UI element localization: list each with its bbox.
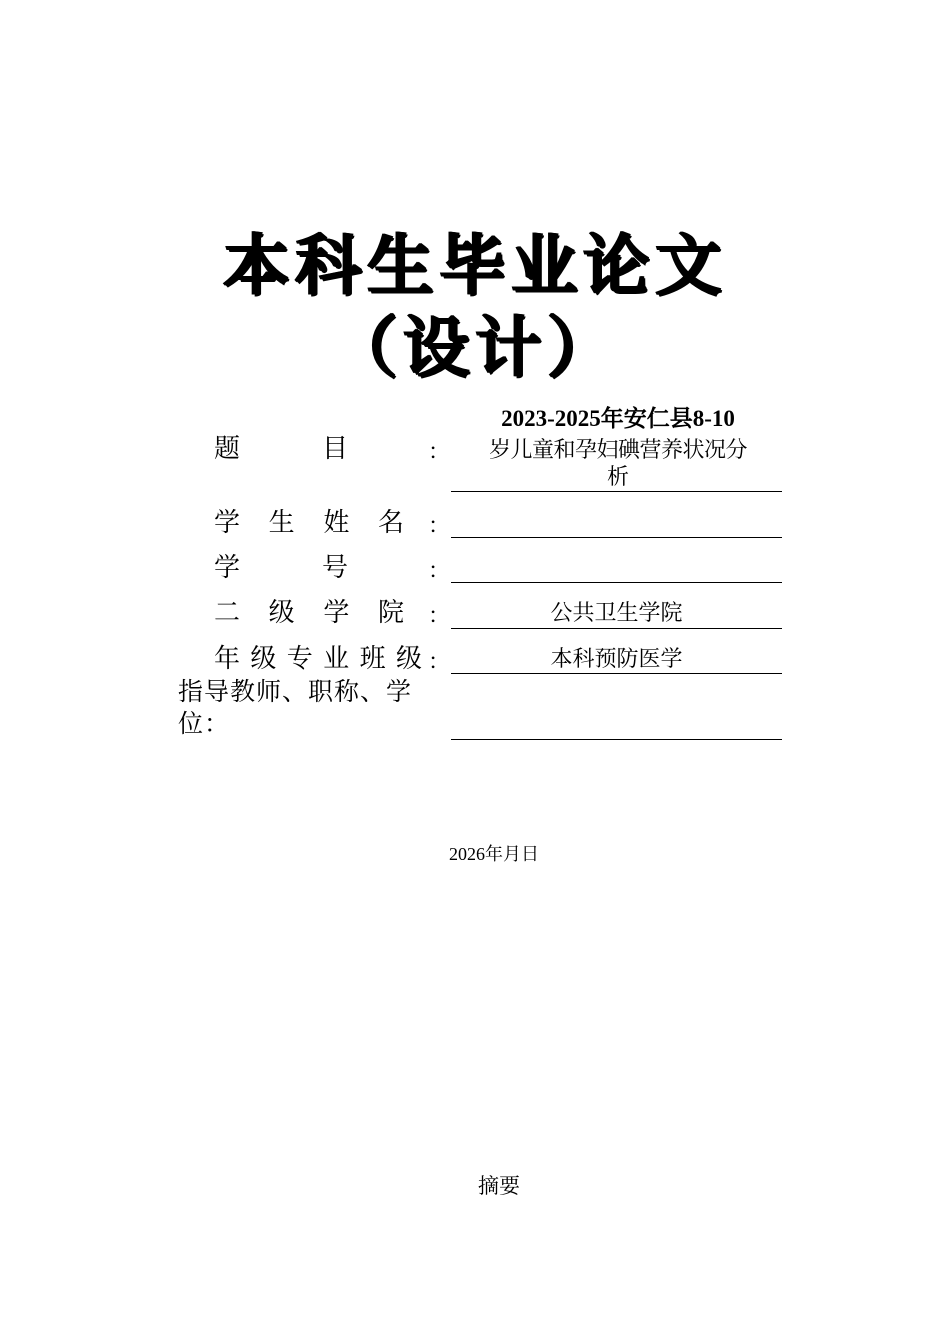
submission-date: 2026年月日 <box>449 844 539 864</box>
student-name-underline <box>451 537 782 538</box>
class-underline <box>451 673 782 674</box>
topic-value-line1: 2023-2025年安仁县8-10 <box>501 406 735 431</box>
advisor-underline <box>451 739 782 740</box>
thesis-title: 本科生毕业论文 <box>223 226 727 304</box>
class-value: 本科预防医学 <box>550 647 683 672</box>
college-underline <box>451 628 782 629</box>
college-value: 公共卫生学院 <box>550 601 683 626</box>
college-colon: ： <box>428 604 451 629</box>
topic-value-line2: 岁儿童和孕妇碘营养状况分 <box>488 438 747 463</box>
advisor-label: 指导教师、职称、学位： <box>178 677 413 738</box>
thesis-subtitle: （设计） <box>331 308 619 386</box>
student-name-colon: ： <box>428 514 451 539</box>
student-id-label: 学 号 <box>214 553 348 583</box>
college-label: 二 级 学 院 <box>214 598 404 628</box>
student-name-label: 学 生 姓 名 <box>214 508 404 538</box>
student-id-colon: ： <box>428 559 451 584</box>
topic-underline <box>451 491 782 492</box>
class-colon: ： <box>428 650 451 675</box>
student-id-underline <box>451 582 782 583</box>
topic-label: 题 目 <box>214 434 348 464</box>
abstract-heading: 摘要 <box>478 1174 520 1198</box>
topic-value-line3: 析 <box>606 465 629 490</box>
class-label: 年 级 专 业 班 级 <box>214 644 422 674</box>
topic-colon: ： <box>428 440 451 465</box>
